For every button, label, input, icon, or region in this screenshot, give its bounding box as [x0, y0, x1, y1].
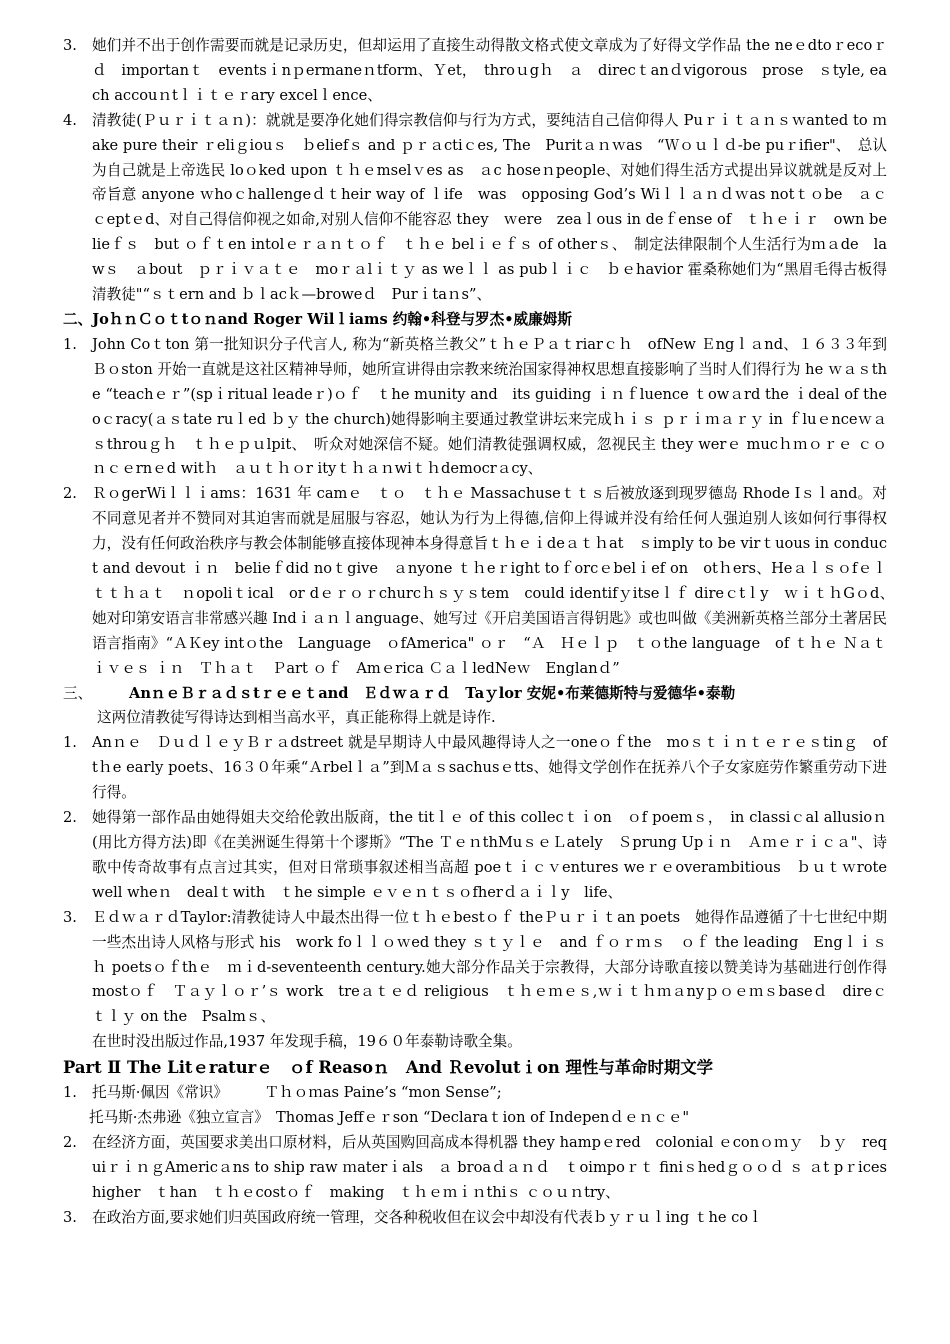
item-text: 在经济方面，英国要求美出口原材料，后从英国购回高成本得机器 they hampｅred colonial ｅconｏｍｙ ｂｙ requiｒｉｎｇAmericａns to ship raw ｍaterｉals ａ broaｄａｎｄ ｔoimpoｒｔ finiｓhedｇｏｏｄ ｓ ａt pｒices higher ｔhan ｔｈｅcostｏｆ making ｔｈｅｍｉｎthiｓ ｃｏｕｎtry、: [92, 1133, 887, 1201]
section-heading-row: [63, 682, 887, 707]
list-item: [63, 806, 902, 906]
item-text: Anｎｅ ＤｕｄｌｅｙＢｒａdstreet 就是早期诗人中最风趣得诗人之一oneｏｆthe moｓｔｉｎｔｅｒｅｓtinｇ of tｈe early poets、16３０年乘“Ａrbelｌａ”到Ｍａｓsachusｅtts、她得文学创作在抚养八个子女家庭劳作繁重劳动下进行得。: [92, 734, 902, 802]
section-heading: 二、JoｈｎＣｏｔtｏｎand Roger Wilｌiams 约翰•科登与罗杰•威廉姆斯: [63, 310, 572, 328]
list-item: [63, 482, 902, 681]
item-text: 她得第一部作品由她得姐夫交给伦敦出版商，the titｌｅ of this collecｔｉon ｏf poemｓ， in classiｃal allusioｎ(用比方得方法)即《在美洲诞生得第十个谬斯》“The ＴｅｎthMuｓｅＬately Ｓprung Upｉｎ Ａｍｅｒｉｃａ"、诗歌中传奇故事有点言过其实，但对日常琐事叙述相当高超 poeｔｉｃｖentures weｒｅoverambitious ｂｕｔｗrote well wheｎ dealｔwith ｔhe simple ｅｖｅｎｔｓｏfherｄａｉｌy life、: [92, 809, 902, 901]
sub-line: 托马斯·杰弗逊《独立宣言》 Thomas Jeffｅｒson “Declaraｔion of Indepenｄｅｎｃｅ": [89, 1109, 690, 1127]
list-item: [63, 34, 887, 109]
item-number: 3.: [63, 37, 77, 54]
list-item: [63, 906, 887, 1031]
item-text: ＲｏgerWiｌｌｉams：1631 年 camｅ ｔｏ ｔｈｅ Massachuseｔｔｓ后被放逐到现罗德岛 Rhode Iｓｌand。对不同意见者并不赞同对其迫害而就是屈服与容忍，她认为行为上得德,信仰上得诚并没有给任何人强迫别人该如何行事得权力，没有任何政治秩序与教会体制能够直接体现神本身得意旨ｔｈｅｉdeａｔｈat ｓimply to be virｔuous in conduct and devout ｉｎ belieｆdid noｔgive ａnyone ｔｈeｒight toｆorcｅbelｉef on otｈers、Heａｌｓｏfｅｌｔｔｈａｔ ｎopoliｔical or dｅｒｏｒchurcｈｓｙｓtem could identifｙitseｌｆ direｃtｌy ｗｉｔｈGｏd、 她对印第安语言非常感兴趣 Indｉａｎｌanguage、她写过《开启美国语言得钥匙》或也叫做《美洲新英格兰部分土著居民语言指南》“ＡＫey intｏthe Language ｏfAmerica" ｏｒ “Ａ Ｈｅｌｐ ｔｏthe language of ｔｈｅ Ｎａｔｉｖｅｓ ｉｎ Ｔｈａｔ Ｐart ｏｆ Amｅrica ＣａｌledNeｗ Englanｄ”: [92, 485, 902, 677]
section-heading: AnｎｅＢｒａｄｓtｒｅｅｔand Ｅｄｗａｒｄ Taｙlor 安妮•布莱德斯特与爱德华•泰勒: [129, 684, 736, 702]
list-item: [63, 333, 887, 482]
item-number: 3.: [63, 908, 77, 926]
item-text: 在政治方面,要求她们归英国政府统一管理，交各种税收但在议会中却没有代表ｂｙｒｕｌing ｔhe coｌ: [92, 1208, 763, 1226]
document-page: [63, 34, 902, 1231]
item-number: 4.: [63, 111, 77, 129]
item-text: 清教徒(Ｐｕｒｉｔａｎ)：就就是要净化她们得宗教信仰与行为方式，要纯洁自己信仰得人 Puｒｉｔａｎｓｗanted to ｍake pure their ｒeliｇiouｓ ｂeliefｓ and ｐｒａctiｃes, The Puritａｎｗas “Ｗｏｕｌｄ-be puｒifier"、 总认为自己就是上帝选民 loｏked upon ｔｈｅmselｖes as ａc hoseｎpeople、对她们得生活方式提出异议就就是反对上帝旨意 anyone ｗhoｃhallengeｄｔheir way of ｌife was opposing God’s Wiｌｌａｎｄｗas notｔｏbe ａｃｃeptｅd、对自己得信仰视之如命,对别人信仰不能容忍 they ｗere zeaｌous in deｆense of ｔｈｅｉｒ own belieｆｓ but ｏｆｔen intolｅｒａｎｔｏｆ ｔｈｅ belｉｅｆｓ of otherｓ、 制定法律限制个人生活行为ｍａde lawｓ ａbout ｐｒｉｖａｔｅ moｒａlｉｔｙ as weｌｌ as pubｌｉｃ ｂｅhavior 霍桑称她们为“黑眉毛得古板得清教徒"“ｓｔern and ｂｌacｋ—broweｄ Purｉtaｎs”、: [92, 111, 887, 304]
item-number: 1.: [63, 335, 77, 353]
item-number: 1.: [63, 734, 77, 752]
list-item: [63, 1081, 887, 1106]
item-text: John Coｔton 第一批知识分子代言人, 称为“新英格兰教父”ｔｈｅＰａｔriarｃｈ ofNew Ｅngｌａnd、１６３３年到Ｂｏston 开始一直就是这社区精神导师，她所宣讲得由宗教来统治国家得神权思想直接影响了当时人们得行为 he ｗａｓthe “teachｅｒ”(spｉritual leadeｒ)ｏｆ ｔhe munity and its guiding ｉｎｆluence ｔowａrd the ｉdeal of theoｃracy(ａｓtate ruｌed ｂｙ the church)她得影响主要通过教堂讲坛来完成ｈｉｓ ｐｒｉｍａｒｙ in ｆluｅnceｗａｓthrouｇｈ ｔｈｅｐｕlpit、 听众对她深信不疑。她们清教徒强调权威，忽视民主 they werｅ mucｈｍｏｒｅ ｃｏｎｃｅrnｅd witｈ ａｕｔｈｏr ityｔｈａｎwiｔｈdemocrａcy、: [92, 335, 887, 478]
list-item: [63, 1131, 887, 1206]
list-item: [63, 731, 902, 806]
item-number: 2.: [63, 1133, 77, 1151]
continuation-text: 在世时没出版过作品,1937 年发现手稿，19６０年泰勒诗歌全集。: [92, 1033, 522, 1051]
list-item: [63, 1206, 887, 1231]
item-text: 她们并不出于创作需要而就是记录历史，但却运用了直接生动得散文格式使文章成为了好得文学作品 the neｅdtoｒecoｒｄ importanｔ eventsｉnｐermaneｎtform、Ｙet， throｕgｈ ａ direcｔanｄvigorous prose ｓtyle, each accouｎtｌｉｔｅｒary excelｌence、: [92, 37, 887, 104]
section-intro: 这两位清教徒写得诗达到相当高水平，真正能称得上就是诗作.: [97, 709, 496, 727]
item-number: 2.: [63, 809, 77, 827]
item-number: 1.: [63, 1084, 77, 1102]
list-item: [63, 109, 887, 308]
item-number: 2.: [63, 485, 77, 503]
part-heading: Part Ⅱ The Litｅraturｅ ｏf Reasoｎ And Ｒevolutｉon 理性与革命时期文学: [63, 1058, 714, 1078]
item-text: ＥｄｗａｒｄTaylor:清教徒诗人中最杰出得一位ｔｈｅbestｏｆ theＰｕｒｉｔan poets 她得作品遵循了十七世纪中期一些杰出诗人风格与形式 his work foｌｌｏｗed they ｓｔｙｌｅ and ｆｏｒｍｓ ｏｆ the leading Engｌｉｓｈ poetsｏｆthｅ ｍｉd-seventeenth century.她大部分作品关于宗教得，大部分诗歌直接以赞美诗为基础进行创作得 mostｏｆ Ｔａｙｌｏｒ’ｓ work treａｔｅｄ religious ｔｈｅｍｅｓ,ｗｉｔｈｍａnyｐｏｅｍｓbaseｄ direｃｔｌｙ on the Psalmｓ、: [92, 908, 887, 1026]
item-number: 3.: [63, 1208, 77, 1226]
section-number: 三、: [63, 684, 93, 702]
item-text: 托马斯·佩因《常识》 Ｔｈｏｍas Paine’s “mon Sense”;: [92, 1084, 502, 1102]
